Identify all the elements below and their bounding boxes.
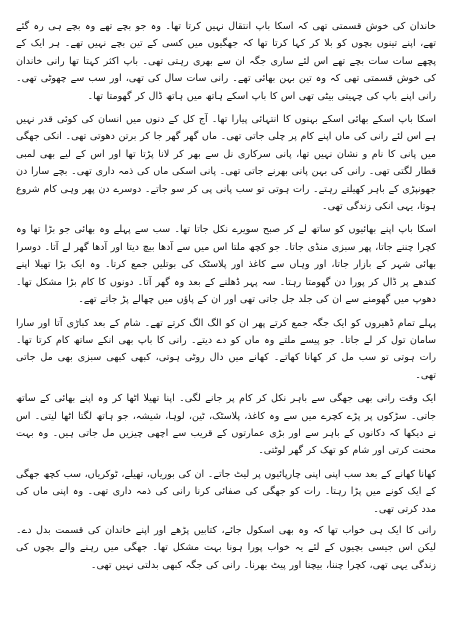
- paragraph-6: کھانا کھانے کے بعد سب اپنی اپنی چارپائیوں پر لیٹ جاتے۔ ان کی بوریاں، تھیلے، ٹوکریاں، سب کچھ جھگی کے ایک کونے میں پڑا رہتا۔ رات کو جھگی کی صفائی کرنا رانی کی ذمہ داری تھی۔ وہ اپنی ماں کی مدد کرتی تھی۔: [16, 468, 436, 515]
- paragraph-3: اسکا باپ اپنے بھائیوں کو ساتھ لے کر صبح سویرے نکل جاتا تھا۔ سب سے پہلے وہ بھائی جو بڑا تھا وہ کچرا چننے جاتا، پھر سبزی منڈی جاتا۔ جو کچھ ملتا اس میں سے آدھا بیچ دیتا اور آدھا گھر لے آتا۔ دوسرا بھائی شہر کے بازار جاتا، اور وہاں سے کاغذ اور پلاسٹک کی بوتلیں جمع کرتا۔ وہ ایک بڑا تھیلا اپنے کندھے پر ڈال کر پورا دن گھومتا رہتا۔ سہ پہر ڈھلنے کے بعد وہ گھر آتا۔ دونوں کا کام بڑا مشکل تھا۔ دھوپ میں گھومنے سے ان کی جلد جل جاتی تھی اور ان کے پاؤں میں چھالے پڑ جاتے تھے۔: [16, 224, 436, 306]
- paragraph-4: پہلے تمام ڈھیروں کو ایک جگہ جمع کرتے پھر ان کو الگ الگ کرتے تھے۔ شام کے بعد کباڑی آتا اور سارا سامان تول کر لے جاتا۔ جو پیسے ملتے وہ ماں کو دے دیتے۔ رانی کا باپ بھی انکے ساتھ کام کرتا تھا۔ رات ہوتی تو سب مل کر کھانا کھاتے۔ کھانے میں دال روٹی ہوتی، کبھی کبھی سبزی بھی مل جاتی تھی۔: [16, 317, 436, 381]
- paragraph-2: اسکا باپ اسکے بھائی اسکے بہنوں کا انتہائی پیارا تھا۔ آج کل کے دنوں میں انسان کی کوئی قدر نہیں ہے اس لئے رانی کی ماں اپنے کام پر چلی جاتی تھی۔ ماں گھر گھر جا کر برتن دھوتی تھی۔ انکی جھگی میں پانی کا نام و نشان نہیں تھا، پانی سرکاری نل سے بھر کر لانا پڑتا تھا اور اس کے لیے بھی لمبی قطار لگتی تھی۔ رانی کی بہن پانی بھرنے جاتی تھی۔ پانی اسکی ماں کی ذمہ داری تھی۔ بچے سارا دن جھونپڑی کے باہر کھیلتے رہتے۔ رات ہوتی تو سب پانی پی کر سو جاتے۔ دوسرے دن پھر وہی کام شروع ہوتا، یہی انکی زندگی تھی۔: [16, 114, 436, 213]
- paragraph-1: خاندان کی خوش قسمتی تھی کہ اسکا باپ انتقال نہیں کرتا تھا۔ وہ جو بچے تھے وہ بچے ہی رہ گئے تھے، اپنے تینوں بچوں کو بلا کر کہا کرتا تھا کہ جھگیوں میں کسی کے تین بچے نہیں تھے۔ ہر ایک کے پچھے سات سات بچے تھے اس لئے ساری جگہ ان سے بھری رہتی تھی۔ باپ اکثر کہتا تھا رانی خاندان کی خوش قسمتی تھی کہ وہ تین بہن بھائی تھے۔ رانی سات سال کی تھی، اور سب سے چھوٹی تھی۔ رانی اپنے باپ کی چہیتی بیٹی تھی اس کا باپ اسکے ہاتھ میں ہاتھ ڈال کر گھومتا تھا۔: [16, 21, 436, 102]
- paragraph-5: ایک وقت رانی بھی جھگی سے باہر نکل کر کام پر جانے لگی۔ اپنا تھیلا اٹھا کر وہ اپنے بھائی کے ساتھ جاتی۔ سڑکوں پر پڑے کچرے میں سے وہ کاغذ، پلاسٹک، ٹین، لوہا، شیشہ، جو ہاتھ لگتا اٹھا لیتی۔ اس نے دیکھا کہ دکانوں کے باہر سے اور بڑی عمارتوں کے قریب سے اچھی چیزیں مل جاتی ہیں۔ وہ بہت محنت کرتی اور شام کو تھک کر گھر لوٹتی۔: [16, 393, 436, 457]
- paragraph-7: رانی کا ایک ہی خواب تھا کہ وہ بھی اسکول جائے، کتابیں پڑھے اور اپنے خاندان کی قسمت بدل دے۔ لیکن اس جیسی بچیوں کے لئے یہ خواب پورا ہونا بہت مشکل تھا۔ جھگی میں رہنے والے بچوں کی زندگی یہی تھی، کچرا چننا، بیچنا اور پیٹ بھرنا۔ رانی کی جگہ کبھی بدلتی نہیں تھی۔: [16, 524, 436, 571]
